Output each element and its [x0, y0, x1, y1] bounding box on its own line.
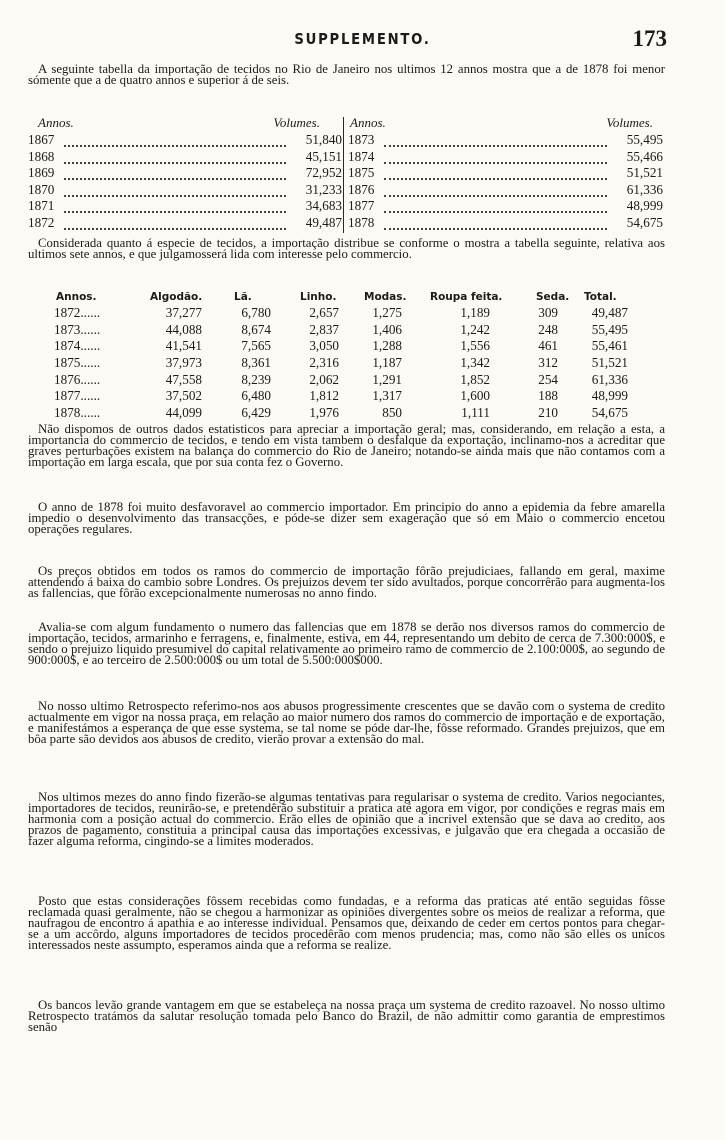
header-years: Annos. — [38, 115, 74, 130]
volume-cell: 34,683 — [305, 198, 342, 213]
paragraph-precos: Os preços obtidos em todos os ramos do commercio de importação fôrão prejudiciaes, fallando em geral, maxime attendendo á baixa do cambio sobre Londres. Os prejuizos devem ter sido avultados, porque concorrêrão para augmenta-los as fallencias, que fôrão excepcionalmente numerosas no anno findo. — [28, 564, 665, 600]
volume-cell: 51,840 — [305, 132, 342, 147]
seda-cell: 210 — [538, 405, 558, 421]
table-row — [348, 198, 665, 215]
volume-cell: 49,487 — [305, 214, 342, 230]
year-cell: 1878 — [348, 214, 375, 230]
header-roupa-feita: Roupa feita. — [430, 291, 503, 303]
table-row — [50, 372, 650, 389]
seda-cell: 312 — [538, 355, 558, 371]
table-row — [50, 388, 650, 405]
table-row — [28, 182, 344, 199]
table-header — [28, 115, 344, 132]
algodao-cell: 37,973 — [165, 355, 202, 371]
volume-cell: 55,466 — [626, 148, 663, 164]
paragraph-bancos: Os bancos levão grande vantagem em que se estabeleça na nossa praça um systema de credito razoavel. No nosso ultimo Retrospecto tratámos da salutar resolução tomada pelo Banco do Brazil, de não admittir como garantia de emprestimos senão — [28, 998, 665, 1034]
table-row — [28, 132, 344, 149]
algodao-cell: 47,558 — [165, 371, 202, 387]
page-number: 173 — [632, 26, 667, 51]
header-volumes: Volumes. — [273, 115, 320, 130]
paragraph-retrospecto: No nosso ultimo Retrospecto referimo-nos aos abusos progressimente crescentes que se davão com o systema de credito actualmente em vigor na nossa praça, em relação ao maior numero dos ramos do commercio de importação e de exportação, e manifestámos a esperança de que esse systema, se tal nome se póde dar-lhe, fôsse reformado. Grandes prejuizos, que em bôa parte são devidos aos abusos de credito, vierão provar a extensão do mal. — [28, 699, 665, 746]
header-modas: Modas. — [364, 291, 407, 303]
la-cell: 8,361 — [241, 355, 271, 371]
dot-leader — [64, 219, 286, 230]
modas-cell: 1,288 — [372, 338, 402, 354]
intro-paragraph: A seguinte tabella da importação de tecidos no Rio de Janeiro nos ultimos 12 annos mostra que a de 1878 foi menor sómente que a de quatro annos e superior á de seis. — [28, 62, 665, 87]
year-cell: 1872 — [28, 214, 55, 230]
algodao-cell: 44,088 — [165, 321, 202, 337]
volume-cell: 45,151 — [305, 148, 342, 164]
total-cell: 48,999 — [591, 388, 628, 404]
seda-cell: 309 — [538, 305, 558, 320]
dot-leader — [384, 153, 607, 164]
volume-cell: 48,999 — [626, 198, 663, 213]
running-title: SUPPLEMENTO. — [294, 30, 431, 48]
header-total: Total. — [584, 291, 617, 303]
table-row — [348, 182, 665, 199]
header-algodao: Algodão. — [150, 291, 203, 303]
paragraph-credito: Nos ultimos mezes do anno findo fizerão-se algumas tentativas para regularisar o systema de credito. Varios negociantes, importadores de tecidos, reunirão-se, e pretendêrão substituir a pratica até agora em vigor, por condições e regras mais em harmonia com a posição actual do commercio. Erão elles de opinião que a incrivel extensão que se dava ao credito, aos prazos de pagamento, constituia a principal causa das importações excessivas, e julgavão que era chegada a occasião de fazer alguma reforma, cingindo-se a limites moderados. — [28, 790, 665, 848]
year-cell: 1878...... — [54, 405, 101, 421]
dot-leader — [384, 202, 607, 213]
table-row — [50, 405, 650, 422]
paragraph-especie: Considerada quanto á especie de tecidos, a importação distribue se conforme o mostra a tabella seguinte, relativa aos ultimos sete annos, e que julgamosserá lida com interesse pelo commercio. — [28, 236, 665, 261]
la-cell: 7,565 — [241, 338, 271, 354]
table-row — [348, 215, 665, 232]
la-cell: 6,480 — [241, 388, 271, 404]
table-header — [348, 115, 665, 132]
algodao-cell: 37,502 — [165, 388, 202, 404]
la-cell: 6,780 — [241, 305, 271, 320]
table-row — [348, 149, 665, 166]
modas-cell: 1,187 — [372, 355, 402, 371]
year-cell: 1875...... — [54, 355, 101, 371]
imports-by-year-table — [28, 115, 665, 233]
linho-cell: 2,837 — [309, 321, 339, 337]
year-cell: 1869 — [28, 165, 55, 180]
table-row — [348, 165, 665, 182]
volume-cell: 72,952 — [305, 165, 342, 180]
table-row — [28, 215, 344, 232]
header-years: Annos. — [350, 115, 386, 130]
linho-cell: 2,657 — [309, 305, 339, 320]
table-right-column — [348, 115, 665, 233]
year-cell: 1868 — [28, 148, 55, 164]
roupa-feita-cell: 1,600 — [460, 388, 490, 404]
roupa-feita-cell: 1,852 — [460, 371, 490, 387]
header-la: Lã. — [234, 291, 252, 303]
table-header-row — [50, 289, 650, 305]
paragraph-reforma: Posto que estas considerações fôssem recebidas como fundadas, e a reforma das praticas até então seguidas fôsse reclamada quasi geralmente, não se chegou a harmonizar as opiniões divergentes sobre os meios de realizar a reforma, que naufragou de encontro á apathia e ao interesse individual. Pensamos que, deixando de ceder em certos pontos para chegar-se a um accôrdo, alguns importadores de tecidos procedêrão com menos prudencia; mas, como não são elles os unicos interessados neste assumpto, esperamos ainda que a reforma se realize. — [28, 894, 665, 952]
year-cell: 1877 — [348, 198, 375, 213]
dot-leader — [64, 136, 286, 147]
linho-cell: 2,062 — [309, 371, 339, 387]
modas-cell: 1,317 — [372, 388, 402, 404]
table-row — [28, 198, 344, 215]
roupa-feita-cell: 1,189 — [460, 305, 490, 320]
header-annos: Annos. — [56, 291, 97, 303]
year-cell: 1870 — [28, 181, 55, 197]
header-volumes: Volumes. — [606, 115, 653, 130]
year-cell: 1867 — [28, 132, 55, 147]
algodao-cell: 37,277 — [165, 305, 202, 320]
header-seda: Seda. — [536, 291, 570, 303]
seda-cell: 254 — [538, 371, 558, 387]
dot-leader — [64, 153, 286, 164]
roupa-feita-cell: 1,111 — [461, 405, 490, 421]
year-cell: 1872...... — [54, 305, 101, 320]
table-left-column — [28, 115, 344, 233]
dot-leader — [64, 186, 286, 197]
linho-cell: 1,976 — [309, 405, 339, 421]
total-cell: 54,675 — [591, 405, 628, 421]
volume-cell: 55,495 — [626, 132, 663, 147]
linho-cell: 2,316 — [309, 355, 339, 371]
table-row — [50, 322, 650, 339]
modas-cell: 1,291 — [372, 371, 402, 387]
la-cell: 8,239 — [241, 371, 271, 387]
imports-by-fabric-table — [50, 289, 650, 421]
year-cell: 1876...... — [54, 371, 101, 387]
paragraph-anno-1878: O anno de 1878 foi muito desfavoravel ao commercio importador. Em principio do anno a epidemia da febre amarella impedio o desenvolvimento das transacções, e póde-se dizer sem exageração que só em Maio o commercio encetou operações regulares. — [28, 500, 665, 536]
table-row — [28, 149, 344, 166]
roupa-feita-cell: 1,242 — [460, 321, 490, 337]
table-row — [28, 165, 344, 182]
volume-cell: 51,521 — [626, 165, 663, 180]
year-cell: 1873...... — [54, 321, 101, 337]
year-cell: 1871 — [28, 198, 55, 213]
paragraph-estatisticos: Não dispomos de outros dados estatisticos para apreciar a importação geral; mas, considerando, em relação a esta, a importancia do commercio de tecidos, e tendo em vista tambem o desfalque da exportação, inclinamo-nos a acreditar que graves perturbações existem na balança do commercio do Rio de Janeiro; notando-se ainda mais que não contamos com a importação em larga escala, que por sua conta fez o Governo. — [28, 422, 665, 469]
dot-leader — [64, 169, 286, 180]
dot-leader — [64, 202, 286, 213]
algodao-cell: 41,541 — [165, 338, 202, 354]
volume-cell: 61,336 — [626, 181, 663, 197]
year-cell: 1873 — [348, 132, 375, 147]
modas-cell: 1,275 — [372, 305, 402, 320]
volume-cell: 31,233 — [305, 181, 342, 197]
table-row — [348, 132, 665, 149]
linho-cell: 1,812 — [309, 388, 339, 404]
roupa-feita-cell: 1,556 — [460, 338, 490, 354]
seda-cell: 461 — [538, 338, 558, 354]
roupa-feita-cell: 1,342 — [460, 355, 490, 371]
algodao-cell: 44,099 — [165, 405, 202, 421]
dot-leader — [384, 169, 607, 180]
modas-cell: 1,406 — [372, 321, 402, 337]
dot-leader — [384, 136, 607, 147]
table-row — [50, 338, 650, 355]
year-cell: 1876 — [348, 181, 375, 197]
total-cell: 55,495 — [591, 321, 628, 337]
year-cell: 1877...... — [54, 388, 101, 404]
total-cell: 49,487 — [591, 305, 628, 320]
total-cell: 55,461 — [591, 338, 628, 354]
year-cell: 1875 — [348, 165, 375, 180]
total-cell: 61,336 — [591, 371, 628, 387]
modas-cell: 850 — [382, 405, 402, 421]
paragraph-fallencias: Avalia-se com algum fundamento o numero das fallencias que em 1878 se derão nos diversos ramos do commercio de importação, tecidos, armarinho e ferragens, e, finalmente, estiva, em 44, representando um debito de cerca de 7.300:000$, e sendo o prejuizo liquido presumivel do capital relativamente ao primeiro ramo de commercio de 2.100:000$, ao segundo de 900:000$, e ao terceiro de 2.500:000$ ou um total de 5.500:000$000. — [28, 620, 665, 667]
seda-cell: 188 — [538, 388, 558, 404]
year-cell: 1874 — [348, 148, 375, 164]
dot-leader — [384, 219, 607, 230]
la-cell: 8,674 — [241, 321, 271, 337]
year-cell: 1874...... — [54, 338, 101, 354]
total-cell: 51,521 — [591, 355, 628, 371]
la-cell: 6,429 — [241, 405, 271, 421]
dot-leader — [384, 186, 607, 197]
table-row — [50, 305, 650, 322]
table-row — [50, 355, 650, 372]
volume-cell: 54,675 — [626, 214, 663, 230]
header-linho: Linho. — [300, 291, 337, 303]
seda-cell: 248 — [538, 321, 558, 337]
linho-cell: 3,050 — [309, 338, 339, 354]
running-head — [0, 26, 725, 54]
